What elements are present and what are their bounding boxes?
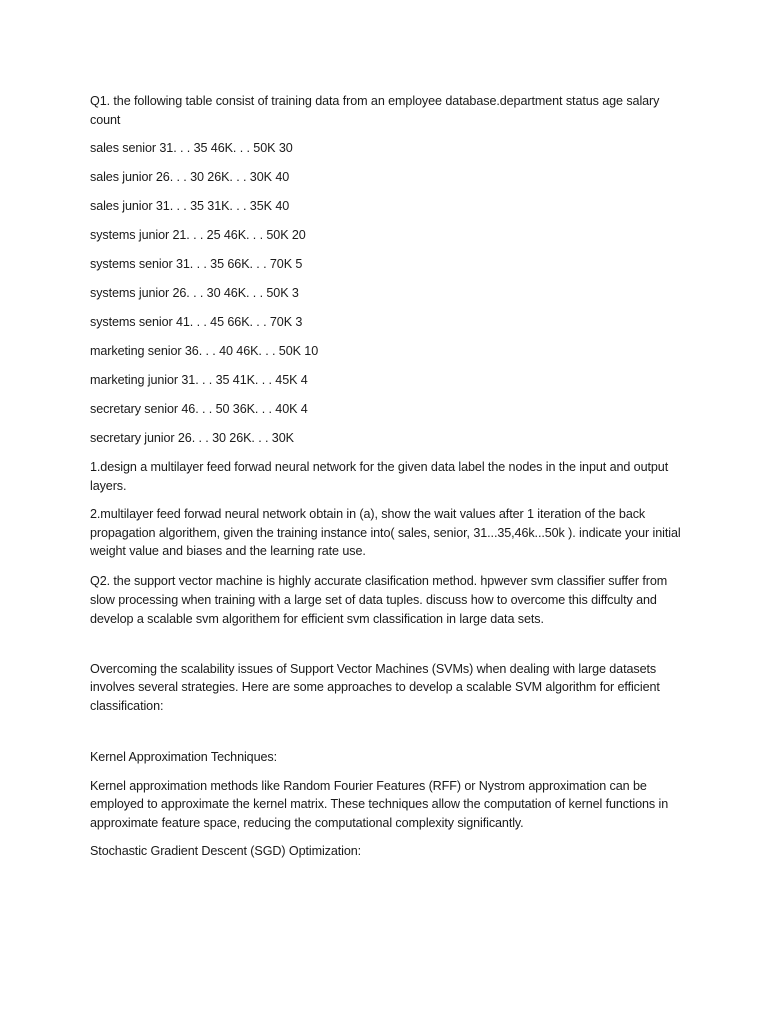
training-row: secretary senior 46. . . 50 36K. . . 40K 4 xyxy=(90,402,308,416)
training-row: sales senior 31. . . 35 46K. . . 50K 30 xyxy=(90,141,293,155)
task-1-text: 1.design a multilayer feed forwad neural network for the given data label the nodes in the input and output layers. xyxy=(90,460,669,493)
training-row: sales junior 26. . . 30 26K. . . 30K 40 xyxy=(90,170,290,184)
training-row: secretary junior 26. . . 30 26K. . . 30K xyxy=(90,431,294,445)
training-row: marketing senior 36. . . 40 46K. . . 50K 10 xyxy=(90,344,319,358)
training-row: systems senior 31. . . 35 66K. . . 70K 5 xyxy=(90,257,303,271)
training-data-list xyxy=(90,139,690,448)
task-2-text: 2.multilayer feed forwad neural network obtain in (a), show the wait values after 1 iteration of the back propagation algorithem, given the training instance into( sales, senior, 31...35,46k...50k ). indicate your initial weight value and biases and the learning rate use. xyxy=(90,507,681,558)
answer-intro: Overcoming the scalability issues of Support Vector Machines (SVMs) when dealing with large datasets involves several strategies. Here are some approaches to develop a scalable SVM algorithm for efficient classification: xyxy=(90,661,660,713)
kernel-approximation-heading: Kernel Approximation Techniques: xyxy=(90,750,277,764)
training-row: systems junior 26. . . 30 46K. . . 50K 3 xyxy=(90,286,299,300)
sgd-heading: Stochastic Gradient Descent (SGD) Optimization: xyxy=(90,844,362,858)
training-row: sales junior 31. . . 35 31K. . . 35K 40 xyxy=(90,199,290,213)
training-row: systems junior 21. . . 25 46K. . . 50K 20 xyxy=(90,228,306,242)
training-row: systems senior 41. . . 45 66K. . . 70K 3 xyxy=(90,315,303,329)
document-content xyxy=(90,92,690,861)
training-row: marketing junior 31. . . 35 41K. . . 45K 4 xyxy=(90,373,308,387)
question-2-text: Q2. the support vector machine is highly accurate clasification method. hpwever svm classifier suffer from slow processing when training with a large set of data tuples. discuss how to overcome this diffculty and develop a scalable svm algorithem for efficient svm classification in large data sets. xyxy=(90,573,668,626)
kernel-approximation-body: Kernel approximation methods like Random Fourier Features (RFF) or Nystrom approximation can be employed to approximate the kernel matrix. These techniques allow the computation of kernel functions in approximate feature space, reducing the computational complexity significantly. xyxy=(90,778,669,830)
question-1-text: Q1. the following table consist of training data from an employee database.department status age salary count xyxy=(90,94,660,127)
